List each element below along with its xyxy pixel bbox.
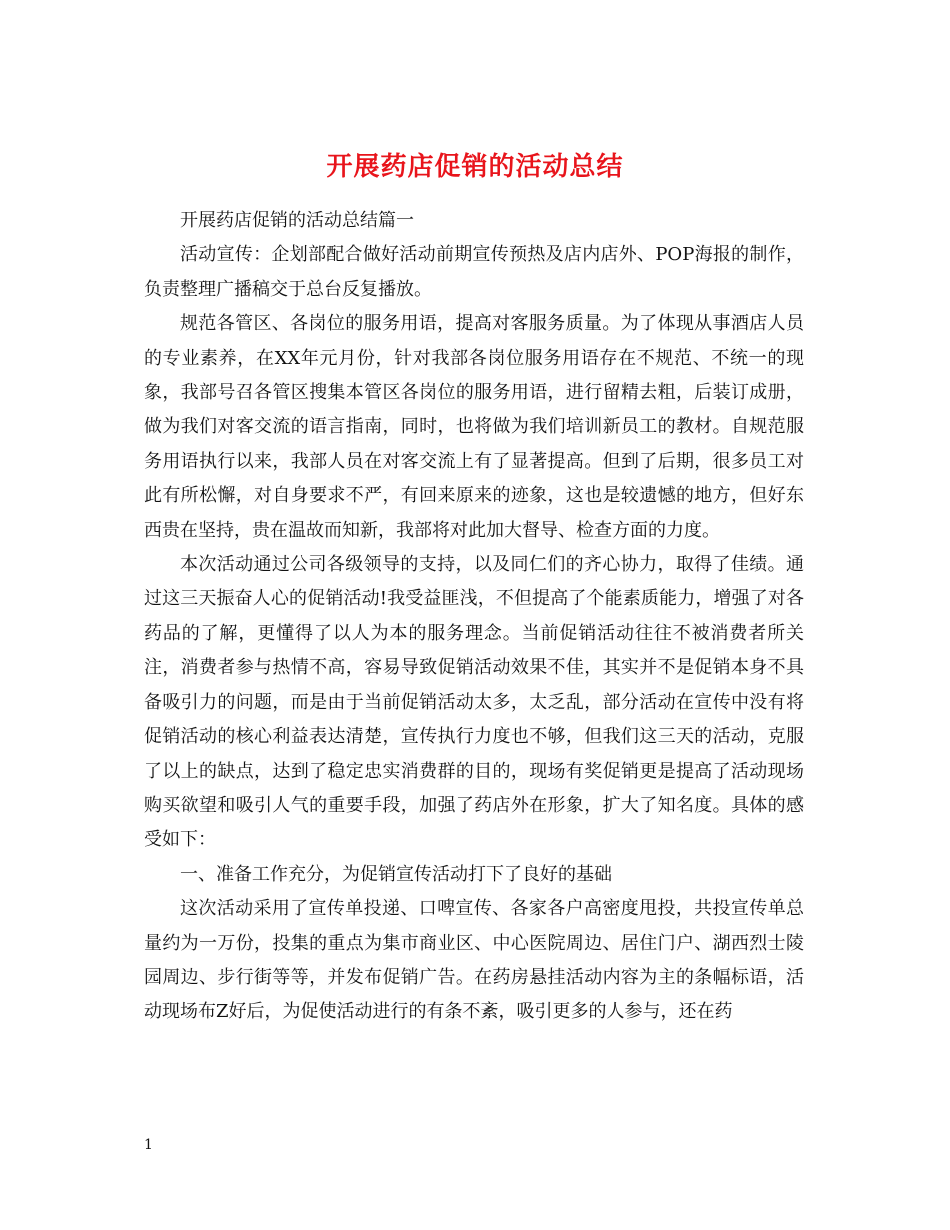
document-title: 开展药店促销的活动总结 [326, 152, 624, 183]
page-number: 1 [144, 1137, 153, 1153]
paragraph: 这次活动采用了宣传单投递、口啤宣传、各家各户高密度甩投，共投宣传单总量约为一万份，投集的重点为集市商业区、中心医院周边、居住门户、湖西烈士陵园周边、步行街等等，并发布促销广告。在药房悬挂活动内容为主的条幅标语，活动现场布Z好后，为促使活动进行的有条不紊，吸引更多的人参与，还在药 [144, 898, 804, 1023]
paragraph: 本次活动通过公司各级领导的支持，以及同仁们的齐心协力，取得了佳绩。通过这三天振奋人心的促销活动!我受益匪浅，不但提高了个能素质能力，增强了对各药品的了解，更懂得了以人为本的服务理念。当前促销活动往往不被消费者所关注，消费者参与热情不高，容易导致促销活动效果不佳，其实并不是促销本身不具备吸引力的问题，而是由于当前促销活动太多，太乏乱，部分活动在宣传中没有将促销活动的核心利益表达清楚，宣传执行力度也不够，但我们这三天的活动，克服了以上的缺点，达到了稳定忠实消费群的目的，现场有奖促销更是提高了活动现场购买欲望和吸引人气的重要手段，加强了药店外在形象，扩大了知名度。具体的感受如下： [144, 554, 804, 851]
paragraph-section-heading: 开展药店促销的活动总结篇一 [180, 210, 414, 231]
paragraph: 活动宣传：企划部配合做好活动前期宣传预热及店内店外、POP海报的制作，负责整理广播稿交于总台反复播放。 [144, 244, 804, 300]
paragraph-subheading: 一、准备工作充分，为促销宣传活动打下了良好的基础 [180, 863, 612, 885]
document-body [144, 204, 804, 1030]
paragraph: 规范各管区、各岗位的服务用语，提高对客服务质量。为了体现从事酒店人员的专业素养，在XX年元月份，针对我部各岗位服务用语存在不规范、不统一的现象，我部号召各管区搜集本管区各岗位的服务用语，进行留精去粗，后装订成册，做为我们对客交流的语言指南，同时，也将做为我们培训新员工的教材。自规范服务用语执行以来，我部人员在对客交流上有了显著提高。但到了后期，很多员工对此有所松懈，对自身要求不严，有回来原来的迹象，这也是较遗憾的地方，但好东西贵在坚持，贵在温故而知新，我部将对此加大督导、检查方面的力度。 [144, 313, 804, 541]
